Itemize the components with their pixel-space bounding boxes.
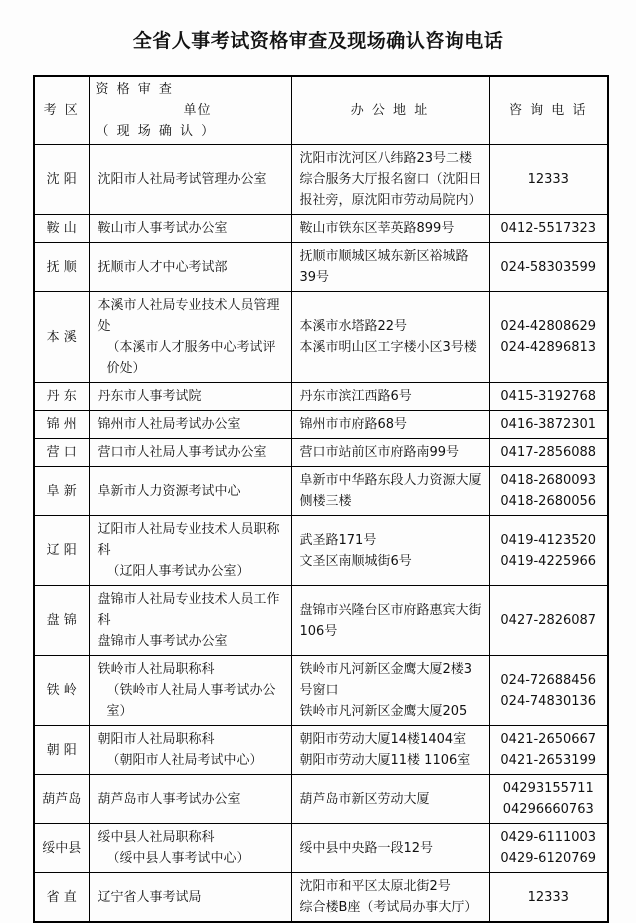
address-line: 本溪市水塔路22号: [299, 319, 408, 334]
table-row: [34, 215, 608, 243]
contact-table: [33, 75, 609, 923]
table-row: [34, 411, 608, 439]
region-cell: 省 直: [34, 873, 89, 923]
address-cell: [291, 411, 489, 439]
address-line: 朝阳市劳动大厦14楼1404室: [299, 732, 467, 747]
unit-line: 锦州市人社局考试办公室: [97, 417, 241, 432]
unit-line: 盘锦市人事考试办公室: [97, 634, 228, 649]
region-cell: 葫芦岛: [34, 775, 89, 824]
phone-cell: [489, 586, 608, 656]
phone-cell: [489, 145, 608, 215]
unit-line: （辽阳人事考试办公室）: [106, 564, 250, 579]
table-row: [34, 656, 608, 726]
address-line: 朝阳市劳动大厦11楼 1106室: [299, 753, 471, 768]
phone-line: 0416-3872301: [500, 417, 597, 432]
phone-line: 024-58303599: [500, 259, 597, 275]
region-cell: 本 溪: [34, 292, 89, 383]
phone-line: 024-72688456: [500, 672, 597, 688]
phone-line: 0415-3192768: [500, 389, 597, 404]
phone-line: 12333: [527, 889, 569, 905]
phone-cell: [489, 411, 608, 439]
phone-cell: [489, 775, 608, 824]
unit-line: 营口市人社局人事考试办公室: [97, 445, 267, 460]
unit-line: 绥中县人社局职称科: [97, 830, 215, 845]
phone-line: 0418-2680056: [500, 494, 597, 509]
unit-line: 葫芦岛市人事考试办公室: [97, 791, 241, 807]
unit-cell: [89, 243, 291, 292]
table-row: [34, 516, 608, 586]
region-cell: 丹 东: [34, 383, 89, 411]
table-row: [34, 292, 608, 383]
unit-cell: [89, 439, 291, 467]
header-phone: 咨 询 电 话: [489, 76, 608, 145]
address-line: 抚顺市顺城区城东新区裕城路39号: [299, 249, 469, 285]
address-line: 文圣区南顺城街6号: [299, 553, 412, 569]
phone-cell: [489, 824, 608, 873]
phone-cell: [489, 656, 608, 726]
phone-line: 024-42896813: [500, 340, 597, 355]
address-line: 沈阳市和平区太原北街2号: [299, 879, 451, 894]
unit-cell: [89, 383, 291, 411]
address-cell: [291, 215, 489, 243]
region-cell: 朝 阳: [34, 726, 89, 775]
unit-cell: [89, 586, 291, 656]
address-cell: [291, 243, 489, 292]
unit-line: 铁岭市人社局职称科: [97, 662, 215, 677]
table-row: [34, 467, 608, 516]
header-region: 考 区: [34, 76, 89, 145]
table-row: [34, 383, 608, 411]
address-line: 盘锦市兴隆台区市府路惠宾大街106号: [299, 602, 482, 639]
page-title: 全省人事考试资格审查及现场确认咨询电话: [132, 30, 504, 52]
phone-line: 024-74830136: [500, 693, 597, 709]
unit-cell: [89, 467, 291, 516]
address-cell: [291, 516, 489, 586]
address-cell: [291, 439, 489, 467]
unit-line: 朝阳市人社局职称科: [97, 732, 215, 747]
phone-cell: [489, 439, 608, 467]
phone-line: 0421-2653199: [500, 753, 597, 768]
address-line: 锦州市市府路68号: [299, 417, 408, 432]
unit-line: 沈阳市人社局考试管理办公室: [97, 172, 267, 187]
table-body: [34, 145, 608, 923]
phone-line: 0419-4225966: [500, 553, 597, 569]
unit-cell: [89, 215, 291, 243]
address-cell: [291, 586, 489, 656]
region-cell: 绥中县: [34, 824, 89, 873]
address-cell: [291, 656, 489, 726]
unit-cell: [89, 411, 291, 439]
phone-line: 0417-2856088: [500, 445, 597, 460]
address-line: 铁岭市凡河新区金鹰大厦205: [299, 704, 468, 719]
region-cell: 锦 州: [34, 411, 89, 439]
table-row: [34, 824, 608, 873]
header-unit: [89, 76, 291, 145]
unit-cell: [89, 656, 291, 726]
region-cell: 沈 阳: [34, 145, 89, 215]
phone-cell: [489, 292, 608, 383]
unit-line: 辽宁省人事考试局: [97, 889, 202, 905]
unit-cell: [89, 516, 291, 586]
phone-cell: [489, 873, 608, 923]
unit-line: （朝阳市人社局考试中心）: [106, 753, 263, 768]
phone-line: 0418-2680093: [500, 473, 597, 488]
unit-cell: [89, 726, 291, 775]
table-row: [34, 145, 608, 215]
phone-line: 0419-4123520: [500, 532, 597, 548]
address-cell: [291, 145, 489, 215]
table-row: [34, 726, 608, 775]
region-cell: 抚 顺: [34, 243, 89, 292]
address-line: 鞍山市铁东区莘英路899号: [299, 221, 455, 236]
address-line: 铁岭市凡河新区金鹰大厦2楼3号窗口: [299, 662, 473, 698]
table-header: [34, 76, 608, 145]
table-row: [34, 586, 608, 656]
region-cell: 辽 阳: [34, 516, 89, 586]
address-line: 营口市站前区市府路南99号: [299, 445, 460, 460]
region-cell: 营 口: [34, 439, 89, 467]
header-row: [34, 76, 608, 145]
header-unit-line1: 资 格 审 查: [95, 82, 174, 97]
phone-line: 12333: [527, 172, 569, 187]
table-row: [34, 439, 608, 467]
address-cell: [291, 383, 489, 411]
address-line: 本溪市明山区工字楼小区3号楼: [299, 340, 477, 355]
phone-cell: [489, 516, 608, 586]
address-line: 沈阳市沈河区八纬路23号二楼综合服务大厅报名窗口（沈阳日报社旁，原沈阳市劳动局院内）: [299, 151, 482, 208]
phone-line: 0421-2650667: [500, 732, 597, 747]
region-cell: 阜 新: [34, 467, 89, 516]
phone-line: 04293155711: [502, 781, 594, 796]
address-line: 阜新市中华路东段人力资源大厦侧楼三楼: [299, 473, 482, 509]
phone-cell: [489, 215, 608, 243]
phone-line: 0412-5517323: [500, 221, 597, 236]
address-line: 丹东市滨江西路6号: [299, 389, 412, 404]
address-cell: [291, 292, 489, 383]
address-cell: [291, 824, 489, 873]
unit-line: 阜新市人力资源考试中心: [97, 483, 241, 499]
table-row: [34, 775, 608, 824]
unit-cell: [89, 873, 291, 923]
unit-cell: [89, 292, 291, 383]
unit-line: 鞍山市人事考试办公室: [97, 221, 228, 236]
table-row: [34, 873, 608, 923]
address-line: 武圣路171号: [299, 532, 377, 548]
phone-cell: [489, 726, 608, 775]
address-cell: [291, 726, 489, 775]
header-address: 办 公 地 址: [291, 76, 489, 145]
address-cell: [291, 775, 489, 824]
phone-line: 04296660763: [502, 802, 594, 817]
header-unit-line2: 单位: [183, 103, 212, 118]
address-line: 综合楼B座（考试局办事大厅）: [299, 900, 478, 915]
phone-cell: [489, 243, 608, 292]
unit-line: 丹东市人事考试院: [97, 389, 202, 404]
address-cell: [291, 873, 489, 923]
unit-line: （铁岭市人社局人事考试办公室）: [106, 683, 276, 719]
region-cell: 铁 岭: [34, 656, 89, 726]
header-unit-line3: （ 现 场 确 认 ）: [95, 124, 217, 139]
region-cell: 鞍 山: [34, 215, 89, 243]
phone-cell: [489, 467, 608, 516]
unit-cell: [89, 824, 291, 873]
unit-line: 抚顺市人才中心考试部: [97, 259, 228, 275]
phone-line: 0429-6111003: [500, 830, 597, 845]
unit-cell: [89, 775, 291, 824]
address-line: 葫芦岛市新区劳动大厦: [299, 791, 430, 807]
phone-cell: [489, 383, 608, 411]
address-cell: [291, 467, 489, 516]
unit-line: 本溪市人社局专业技术人员管理处: [97, 298, 280, 334]
unit-line: （本溪市人才服务中心考试评价处）: [106, 340, 276, 376]
phone-line: 024-42808629: [500, 319, 597, 334]
unit-line: 盘锦市人社局专业技术人员工作科: [97, 592, 280, 628]
phone-line: 0427-2826087: [500, 613, 597, 628]
unit-line: （绥中县人事考试中心）: [106, 851, 250, 866]
unit-cell: [89, 145, 291, 215]
address-line: 绥中县中央路一段12号: [299, 840, 434, 856]
table-row: [34, 243, 608, 292]
unit-line: 辽阳市人社局专业技术人员职称科: [97, 522, 280, 558]
phone-line: 0429-6120769: [500, 851, 597, 866]
region-cell: 盘 锦: [34, 586, 89, 656]
